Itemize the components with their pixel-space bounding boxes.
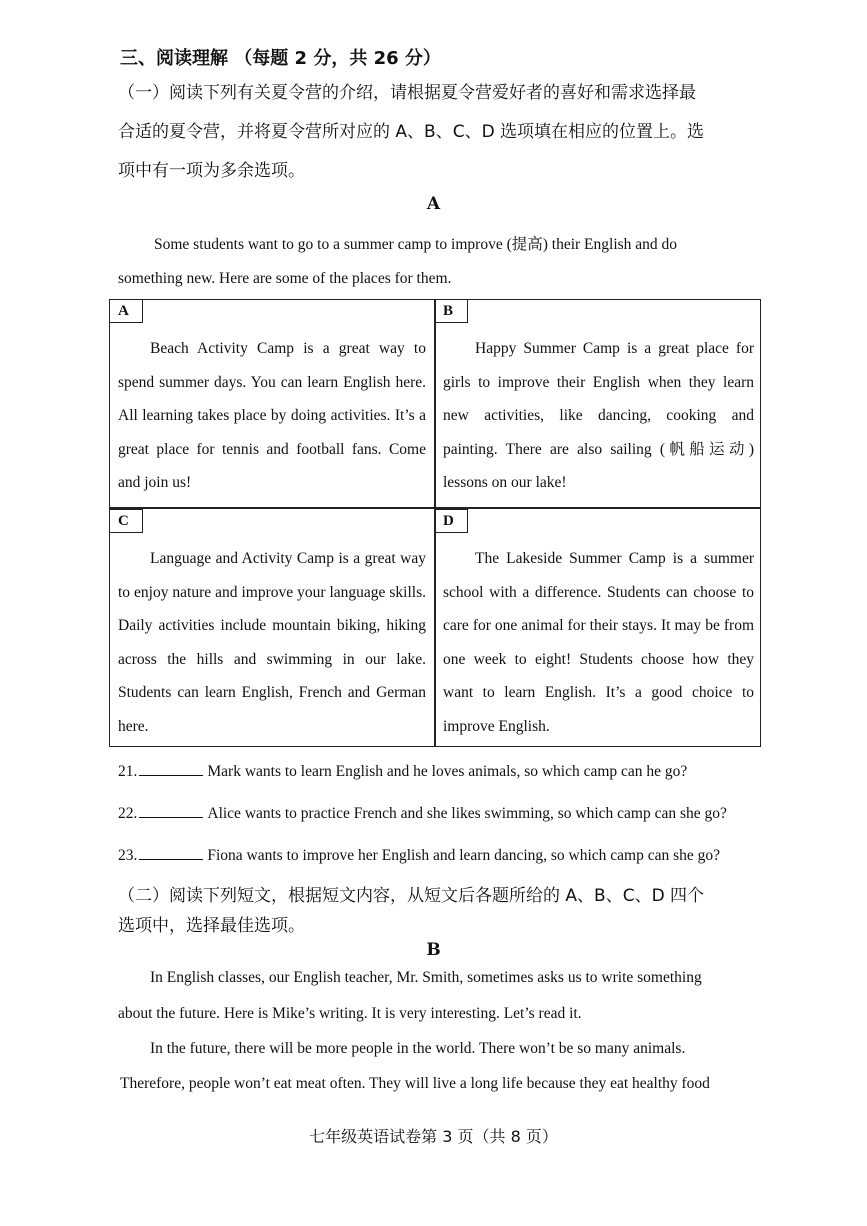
answer-blank-21[interactable] bbox=[139, 761, 203, 776]
question-text: Alice wants to practice French and she likes swimming, so which camp can she go? bbox=[207, 805, 727, 822]
camp-d-description: The Lakeside Summer Camp is a summer school with a difference. Students can choose to care for one animal for their stays. It may be from one week to eight! Students choose how they want to learn English. It’s a good choice to improve English. bbox=[443, 550, 754, 735]
part1-instruction-line-3: 项中有一项为多余选项。 bbox=[118, 161, 305, 181]
question-number: 21. bbox=[118, 763, 138, 780]
passage-b-line-1: In English classes, our English teacher, Mr. Smith, sometimes asks us to write something bbox=[150, 969, 702, 986]
camp-b-tag: B bbox=[434, 299, 468, 323]
question-22 bbox=[118, 803, 727, 823]
part2-instruction-line-2: 选项中，选择最佳选项。 bbox=[118, 916, 305, 936]
passage-a-title: A bbox=[426, 194, 441, 214]
camp-c-tag: C bbox=[109, 509, 143, 533]
question-23 bbox=[118, 845, 720, 865]
question-21 bbox=[118, 761, 687, 781]
answer-blank-22[interactable] bbox=[139, 803, 203, 818]
question-number: 22. bbox=[118, 805, 138, 822]
camp-options-table bbox=[109, 299, 761, 747]
part1-instruction-line-1: （一）阅读下列有关夏令营的介绍，请根据夏令营爱好者的喜好和需求选择最 bbox=[118, 83, 696, 103]
question-text: Mark wants to learn English and he loves animals, so which camp can he go? bbox=[207, 763, 688, 780]
camp-a-tag: A bbox=[109, 299, 143, 323]
passage-a-intro-line-1: Some students want to go to a summer camp to improve (提高) their English and do bbox=[154, 236, 678, 253]
camp-d-tag: D bbox=[434, 509, 468, 533]
page-footer: 七年级英语试卷第 3 页（共 8 页） bbox=[309, 1127, 558, 1146]
passage-b-title: B bbox=[426, 940, 441, 960]
question-text: Fiona wants to improve her English and learn dancing, so which camp can she go? bbox=[207, 847, 721, 864]
section-heading: 三、阅读理解 （每题 2 分，共 26 分） bbox=[120, 48, 441, 69]
camp-b-description: Happy Summer Camp is a great place for girls to improve their English when they learn new activities, like dancing, cooking and painting. There are also sailing (帆船运动) lessons on our lake! bbox=[443, 340, 754, 491]
question-number: 23. bbox=[118, 847, 138, 864]
passage-b-line-4: Therefore, people won’t eat meat often. They will live a long life because they eat healthy food bbox=[120, 1075, 710, 1092]
passage-a-intro-line-2: something new. Here are some of the places for them. bbox=[118, 270, 452, 287]
camp-c-description: Language and Activity Camp is a great way to enjoy nature and improve your language skills. Daily activities include mountain biking, hiking across the hills and swimming in our lake. Students can learn English, French and German here. bbox=[118, 550, 426, 735]
passage-b-line-3: In the future, there will be more people in the world. There won’t be so many animals. bbox=[150, 1040, 686, 1057]
camp-a-description: Beach Activity Camp is a great way to spend summer days. You can learn English here. All learning takes place by doing activities. It’s a great place for tennis and football fans. Come and join us! bbox=[118, 340, 426, 491]
part1-instruction-line-2: 合适的夏令营，并将夏令营所对应的 A、B、C、D 选项填在相应的位置上。选 bbox=[118, 122, 705, 142]
part2-instruction-line-1: （二）阅读下列短文，根据短文内容，从短文后各题所给的 A、B、C、D 四个 bbox=[118, 886, 705, 906]
passage-b-line-2: about the future. Here is Mike’s writing. It is very interesting. Let’s read it. bbox=[118, 1005, 582, 1022]
answer-blank-23[interactable] bbox=[139, 845, 203, 860]
